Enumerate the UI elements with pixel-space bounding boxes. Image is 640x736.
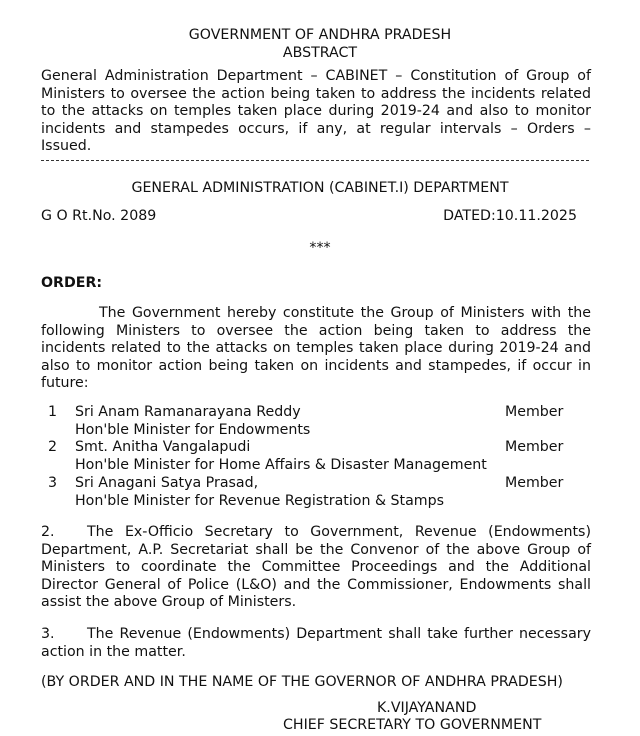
member-designation: Hon'ble Minister for Revenue Registration & Stamps	[75, 493, 444, 509]
subject-line: to the attacks on temples taken place during 2019-24 and also to monitor	[41, 103, 591, 120]
order-line: future:	[41, 375, 89, 392]
paragraph-3-number: 3.	[41, 626, 55, 642]
order-paragraph-1	[41, 305, 591, 393]
member-role: Member	[505, 475, 564, 491]
order-line: The Ex-Officio Secretary to Government, Revenue (Endowments)	[87, 524, 591, 540]
member-number: 3	[48, 475, 58, 491]
order-line: also to monitor action being taken on incidents and stampedes, if occur in	[41, 357, 591, 374]
dashed-divider	[41, 160, 589, 161]
member-role: Member	[505, 404, 564, 420]
order-line: assist the above Group of Ministers.	[41, 594, 297, 611]
member-name: Smt. Anitha Vangalapudi	[75, 439, 251, 455]
order-paragraph-2	[41, 524, 591, 612]
signatory-title: CHIEF SECRETARY TO GOVERNMENT	[283, 717, 542, 733]
header-abstract: ABSTRACT	[282, 45, 358, 61]
member-role: Member	[505, 439, 564, 455]
subject-block	[41, 68, 591, 156]
order-line: The Revenue (Endowments) Department shall take further necessary	[87, 626, 591, 642]
department-title: GENERAL ADMINISTRATION (CABINET.I) DEPARTMENT	[131, 180, 509, 196]
order-line: Director General of Police (L&O) and the Commissioner, Endowments shall	[41, 576, 591, 593]
member-designation: Hon'ble Minister for Endowments	[75, 422, 311, 438]
header-government: GOVERNMENT OF ANDHRA PRADESH	[188, 27, 452, 43]
subject-line: Ministers to oversee the action being taken to address the incidents related	[41, 85, 591, 102]
go-number: G O Rt.No. 2089	[41, 208, 157, 224]
member-name: Sri Anam Ramanarayana Reddy	[75, 404, 301, 420]
order-line: incidents related to the attacks on temples taken place during 2019-24 and	[41, 340, 591, 357]
subject-line: General Administration Department – CABINET – Constitution of Group of	[41, 68, 591, 84]
paragraph-2-number: 2.	[41, 524, 55, 540]
order-line: Ministers to coordinate the Committee Proceedings and the Additional	[41, 559, 591, 576]
order-line: The Government hereby constitute the Group of Ministers with the	[99, 305, 591, 321]
subject-line: incidents and stampedes occurs, if any, at regular intervals – Orders –	[41, 120, 591, 137]
go-date: DATED:10.11.2025	[443, 208, 577, 224]
member-designation: Hon'ble Minister for Home Affairs & Disaster Management	[75, 457, 487, 473]
subject-line: Issued.	[41, 138, 92, 155]
order-heading: ORDER:	[41, 275, 103, 291]
member-number: 2	[48, 439, 58, 455]
member-number: 1	[48, 404, 58, 420]
signatory-name: K.VIJAYANAND	[377, 700, 477, 716]
member-name: Sri Anagani Satya Prasad,	[75, 475, 259, 491]
order-line: following Ministers to oversee the action being taken to address the	[41, 322, 591, 339]
order-paragraph-3	[41, 626, 591, 661]
order-line: Department, A.P. Secretariat shall be the Convenor of the above Group of	[41, 541, 591, 558]
order-line: action in the matter.	[41, 643, 186, 660]
separator-stars: ***	[309, 240, 331, 256]
by-order-line: (BY ORDER AND IN THE NAME OF THE GOVERNOR OF ANDHRA PRADESH)	[41, 674, 563, 690]
